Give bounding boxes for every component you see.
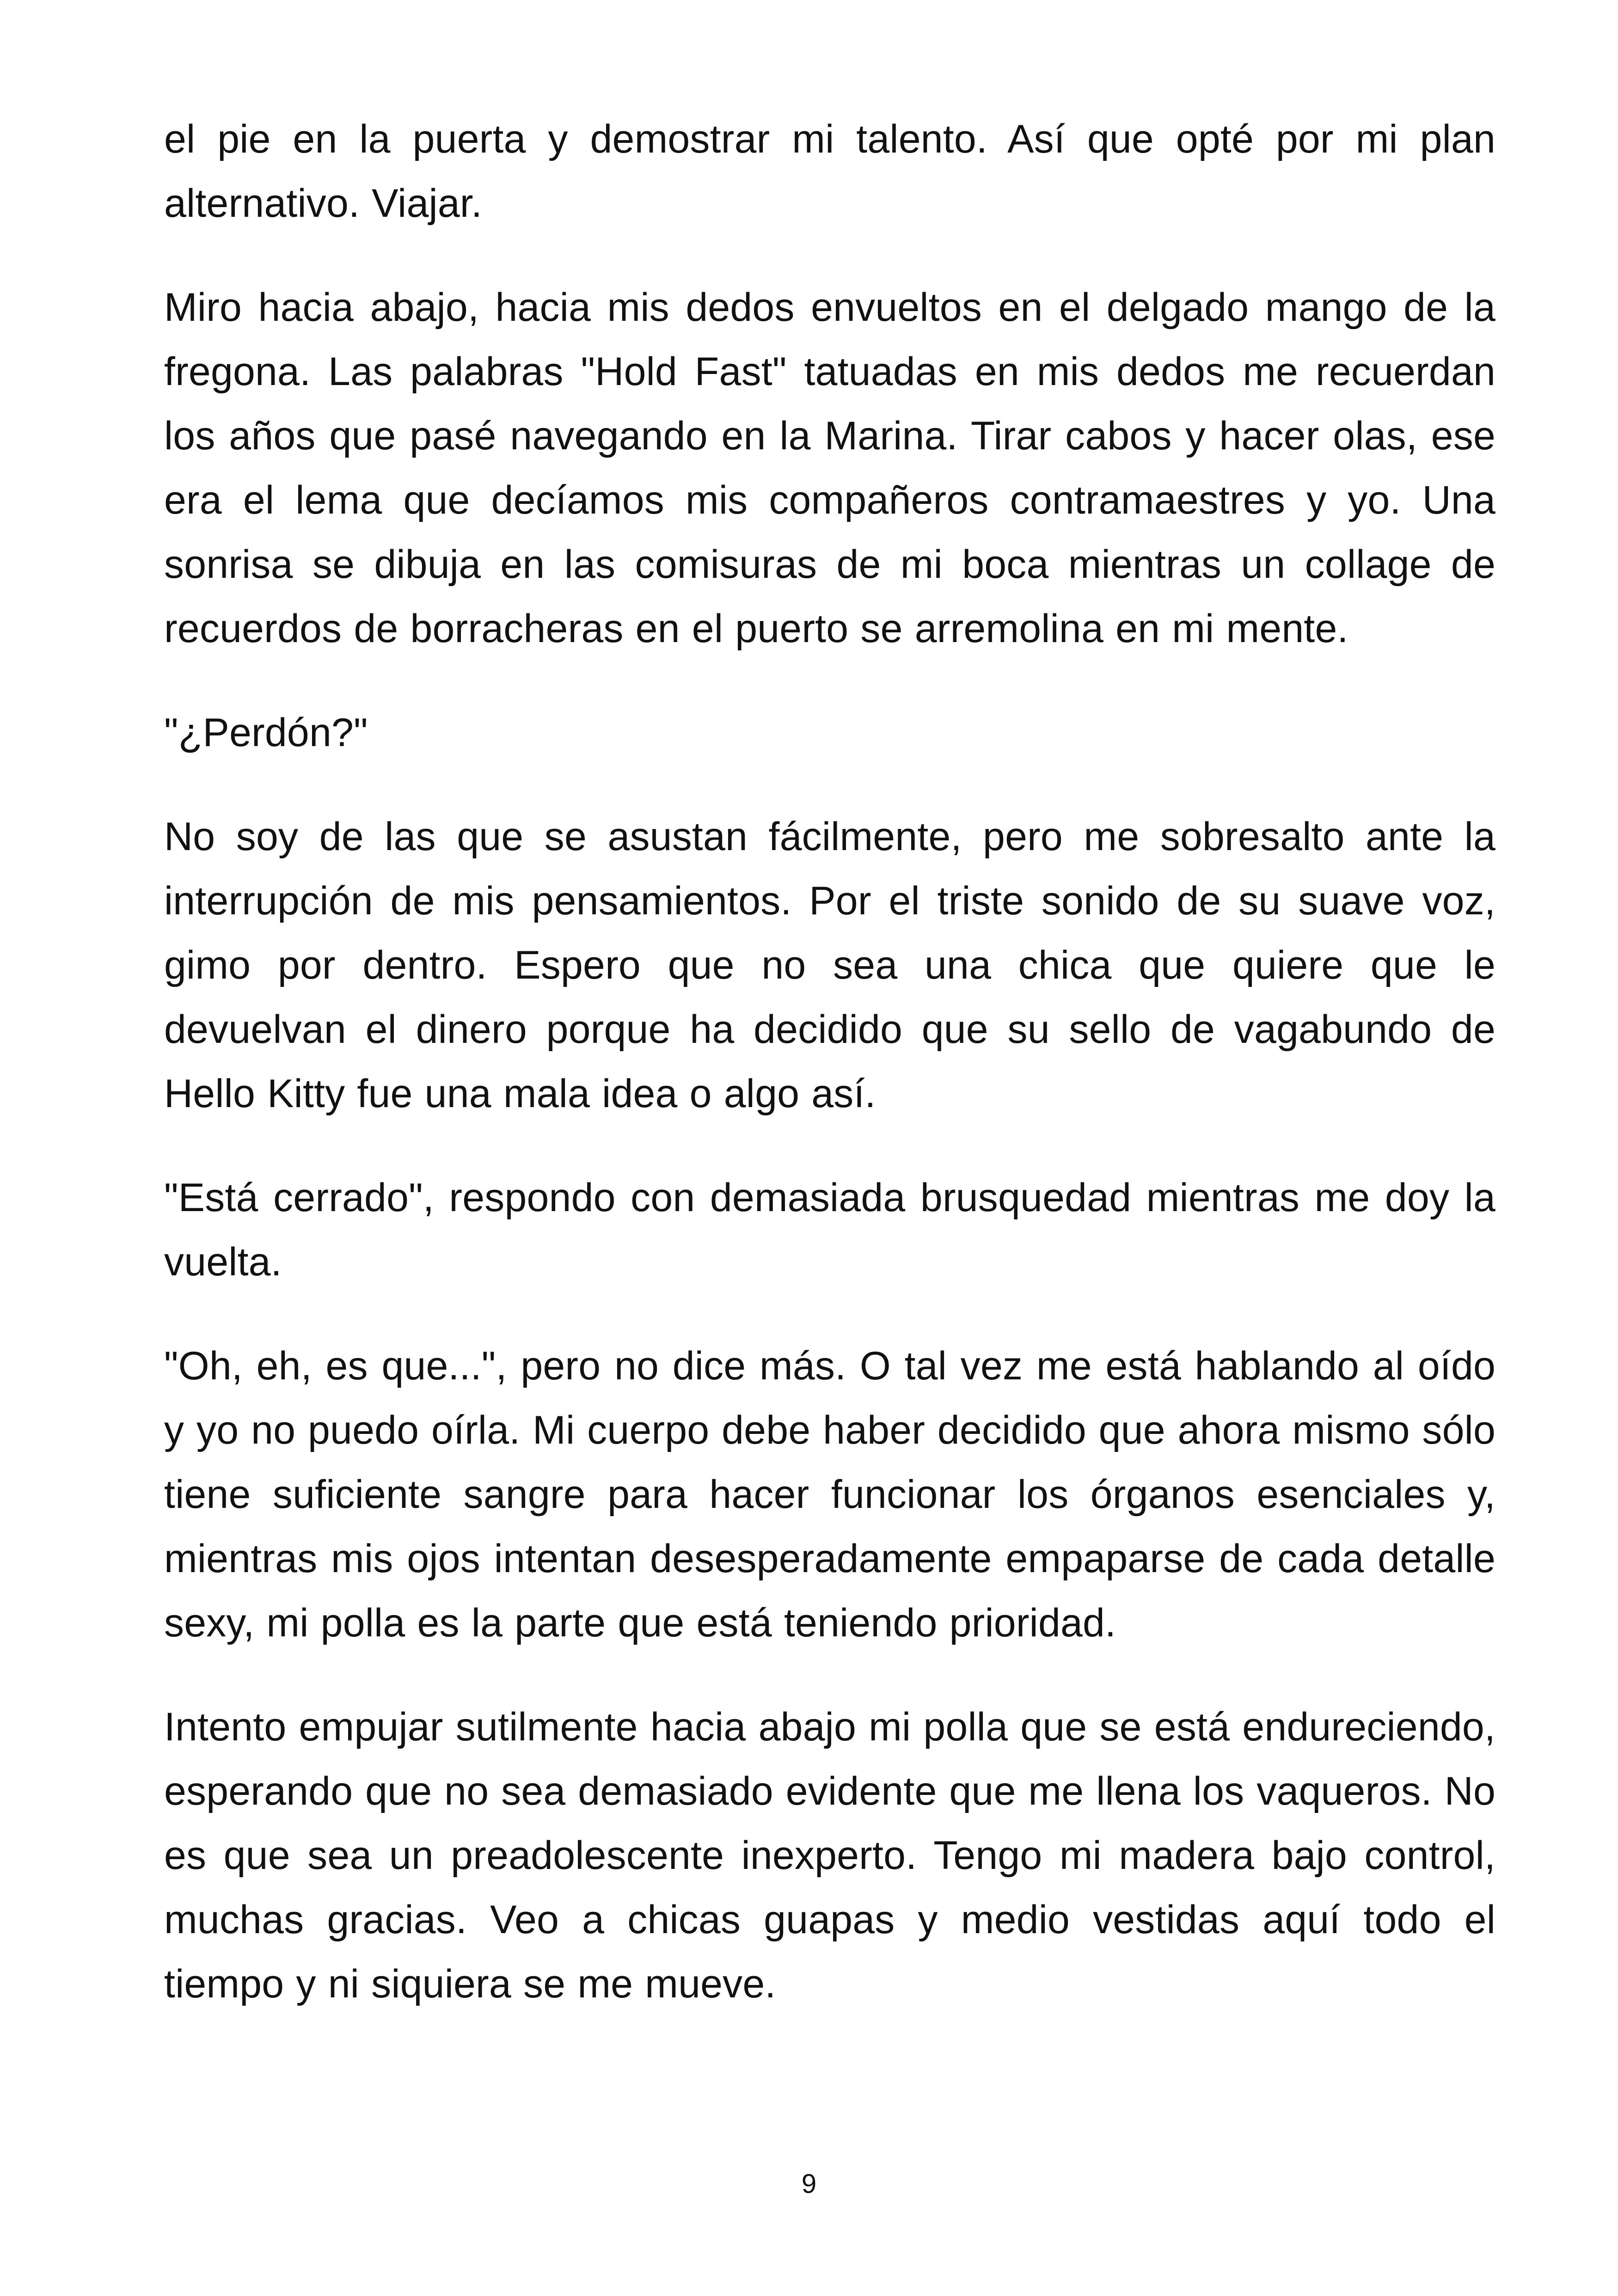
paragraph-3: "¿Perdón?" bbox=[164, 710, 368, 755]
paragraph-7: Intento empujar sutilmente hacia abajo mi polla que se está endureciendo, esperando que no sea demasiado evidente que me llena los vaqueros. No es que sea un preadolescente inexperto. Tengo mi madera bajo control, muchas gracias. Veo a chicas guapas y medio vestidas aquí todo el tiempo y ni siquiera se me mueve. bbox=[164, 1705, 1495, 2006]
paragraph-5: "Está cerrado", respondo con demasiada brusquedad mientras me doy la vuelta. bbox=[164, 1176, 1495, 1284]
paragraph-4: No soy de las que se asustan fácilmente, pero me sobresalto ante la interrupción de mis pensamientos. Por el triste sonido de su suave voz, gimo por dentro. Espero que no sea una chica que quiere que le devuelvan el dinero porque ha decidido que su sello de vagabundo de Hello Kitty fue una mala idea o algo así. bbox=[164, 814, 1495, 1116]
page-number: 9 bbox=[801, 2169, 817, 2199]
paragraph-6: "Oh, eh, es que...", pero no dice más. O tal vez me está hablando al oído y yo no puedo oírla. Mi cuerpo debe haber decidido que ahora mismo sólo tiene suficiente sangre para hacer funcionar los órganos esenciales y, mientras mis ojos intentan desesperadamente empaparse de cada detalle sexy, mi polla es la parte que está teniendo prioridad. bbox=[164, 1344, 1495, 1645]
body-text bbox=[164, 107, 1495, 2056]
paragraph-1: el pie en la puerta y demostrar mi talento. Así que opté por mi plan alternativo. Viajar. bbox=[164, 117, 1495, 226]
paragraph-2: Miro hacia abajo, hacia mis dedos envueltos en el delgado mango de la fregona. Las palabras "Hold Fast" tatuadas en mis dedos me recuerdan los años que pasé navegando en la Marina. Tirar cabos y hacer olas, ese era el lema que decíamos mis compañeros contramaestres y yo. Una sonrisa se dibuja en las comisuras de mi boca mientras un collage de recuerdos de borracheras en el puerto se arremolina en mi mente. bbox=[164, 285, 1495, 651]
